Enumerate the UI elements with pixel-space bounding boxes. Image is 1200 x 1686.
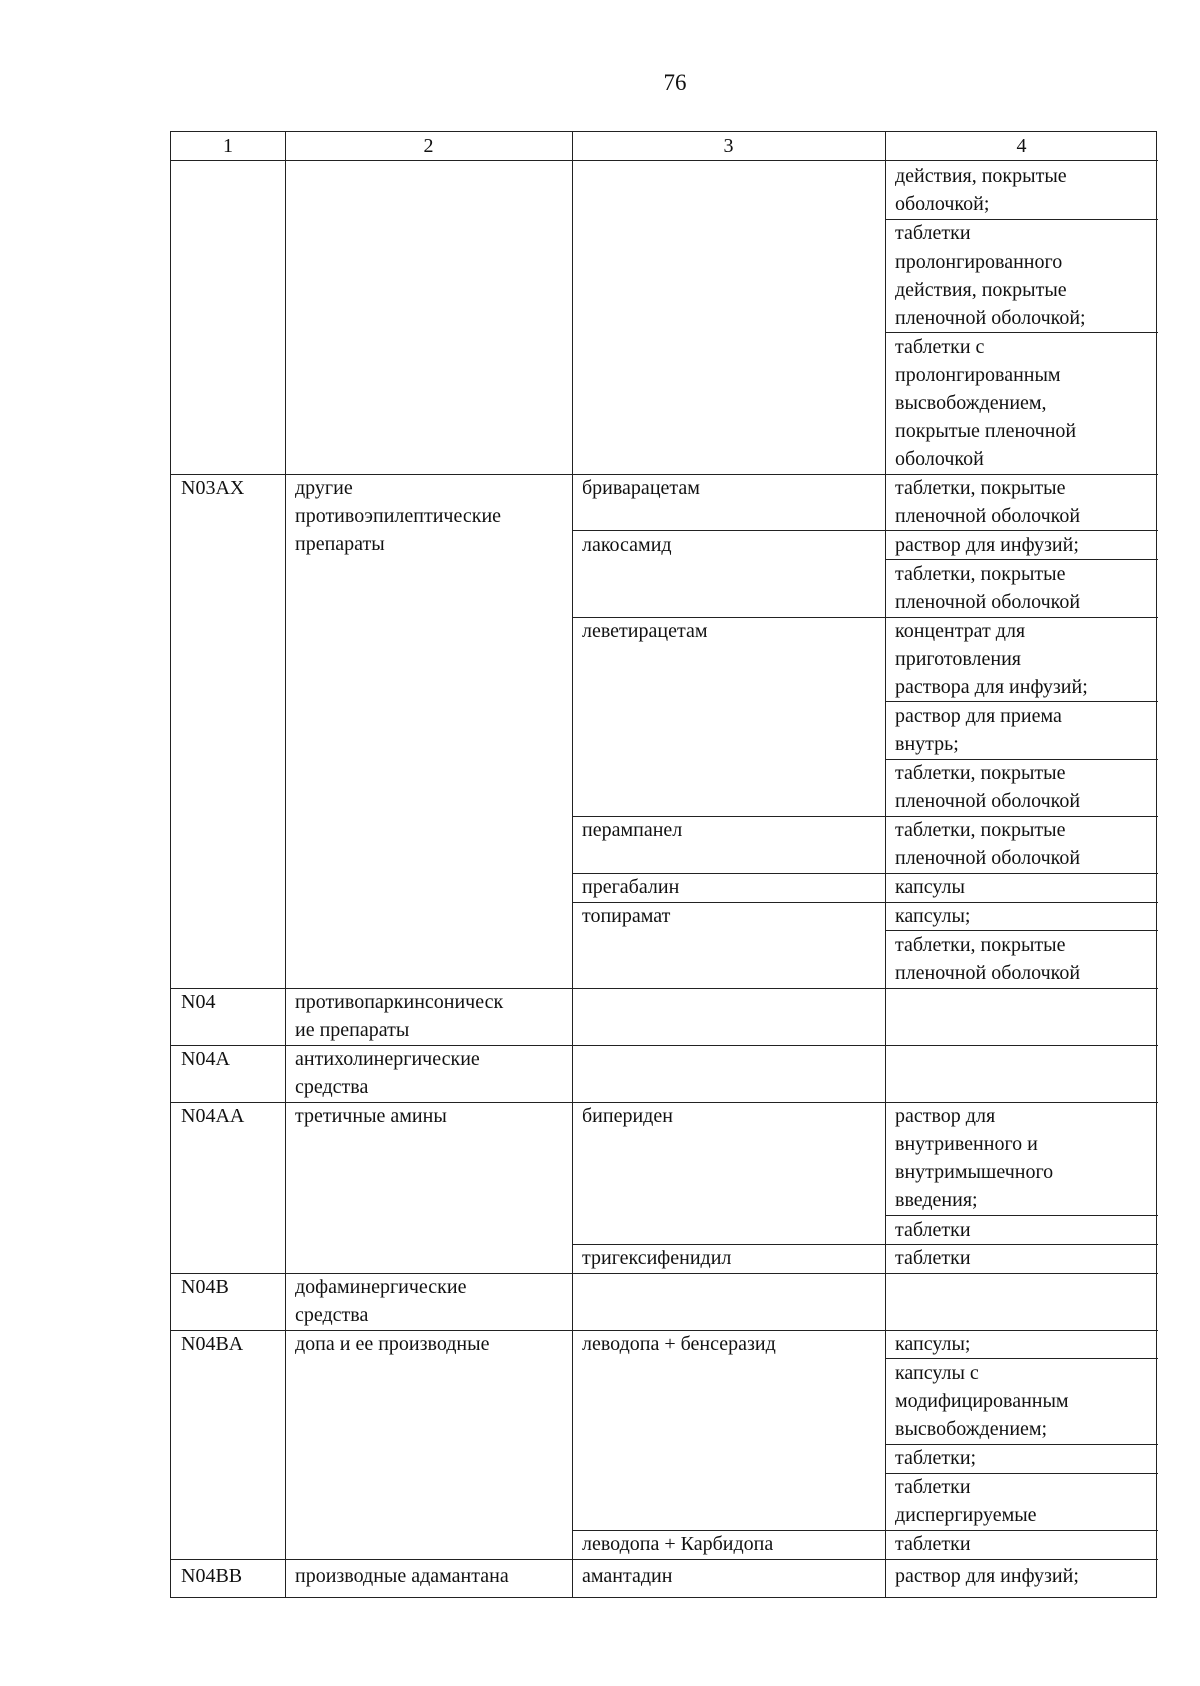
form-line: пленочной оболочкой: [895, 790, 1081, 812]
form-line: таблетки: [895, 1476, 971, 1498]
atc-code: N04: [181, 991, 216, 1013]
atc-code: N04BB: [181, 1565, 243, 1587]
form-line: таблетки: [895, 1533, 971, 1555]
header-cell-4: 4: [1016, 135, 1027, 157]
form-line: пленочной оболочкой: [895, 962, 1081, 984]
group-line: антихолинергические: [295, 1048, 480, 1070]
form-line: таблетки, покрытые: [895, 477, 1066, 499]
header-cell-3: 3: [723, 135, 734, 157]
medication-table: [170, 131, 1157, 1598]
header-cell-1: 1: [223, 135, 233, 157]
form-line: высвобождением,: [895, 392, 1047, 414]
form-line: пролонгированного: [895, 251, 1063, 273]
group-name: третичные амины: [295, 1105, 447, 1127]
form-line: таблетки;: [895, 1447, 977, 1469]
form-line: капсулы;: [895, 1333, 971, 1355]
group-line: дофаминергические: [295, 1276, 467, 1298]
drug-name: лакосамид: [582, 534, 672, 556]
form-line: оболочкой;: [895, 193, 990, 215]
column-divider: [285, 132, 286, 1597]
form-line: оболочкой: [895, 448, 984, 470]
group-name: допа и ее производные: [295, 1333, 490, 1355]
drug-name: прегабалин: [582, 876, 680, 898]
form-line: таблетки, покрытые: [895, 934, 1066, 956]
form-line: раствор для приема: [895, 705, 1062, 727]
atc-code: N03AX: [181, 477, 245, 499]
group-line: ие препараты: [295, 1019, 410, 1041]
group-line: препараты: [295, 533, 385, 555]
form-line: раствор для: [895, 1105, 996, 1127]
drug-name: топирамат: [582, 905, 671, 927]
column-divider: [885, 132, 886, 1597]
form-line: концентрат для: [895, 620, 1026, 642]
form-line: таблетки: [895, 222, 971, 244]
drug-name: амантадин: [582, 1565, 673, 1587]
form-line: внутрь;: [895, 733, 959, 755]
atc-code: N04B: [181, 1276, 229, 1298]
form-line: таблетки с: [895, 336, 985, 358]
row-divider: [171, 1559, 1158, 1560]
form-line: пленочной оболочкой;: [895, 307, 1086, 329]
group-line: противоэпилептические: [295, 505, 502, 527]
form-line: капсулы;: [895, 905, 971, 927]
form-line: покрытые пленочной: [895, 420, 1077, 442]
form-line: раствор для инфузий;: [895, 534, 1079, 556]
form-line: капсулы с: [895, 1362, 979, 1384]
form-line: высвобождением;: [895, 1418, 1048, 1440]
form-line: таблетки, покрытые: [895, 563, 1066, 585]
group-name: производные адамантана: [295, 1565, 509, 1587]
drug-name: бипериден: [582, 1105, 673, 1127]
drug-name: перампанел: [582, 819, 683, 841]
form-line: пленочной оболочкой: [895, 847, 1081, 869]
drug-name: леветирацетам: [582, 620, 708, 642]
form-line: таблетки: [895, 1219, 971, 1241]
form-line: таблетки: [895, 1247, 971, 1269]
form-line: внутривенного и: [895, 1133, 1038, 1155]
group-line: средства: [295, 1304, 369, 1326]
group-line: противопаркинсоническ: [295, 991, 504, 1013]
form-line: приготовления: [895, 648, 1021, 670]
atc-code: N04BA: [181, 1333, 244, 1355]
form-line: капсулы: [895, 876, 965, 898]
column-divider: [572, 132, 573, 1597]
page-number: 76: [663, 70, 687, 95]
form-line: раствор для инфузий;: [895, 1565, 1079, 1587]
drug-name: тригексифенидил: [582, 1247, 732, 1269]
group-line: другие: [295, 477, 353, 499]
form-line: внутримышечного: [895, 1161, 1054, 1183]
drug-name: бриварацетам: [582, 477, 700, 499]
form-line: введения;: [895, 1189, 978, 1211]
atc-code: N04A: [181, 1048, 230, 1070]
atc-code: N04AA: [181, 1105, 245, 1127]
form-line: модифицированным: [895, 1390, 1069, 1412]
form-line: действия, покрытые: [895, 165, 1067, 187]
form-line: раствора для инфузий;: [895, 676, 1088, 698]
form-line: пролонгированным: [895, 364, 1061, 386]
header-divider: [171, 160, 1158, 161]
form-line: пленочной оболочкой: [895, 591, 1081, 613]
form-line: пленочной оболочкой: [895, 505, 1081, 527]
header-cell-2: 2: [423, 135, 434, 157]
form-line: таблетки, покрытые: [895, 762, 1066, 784]
form-line: диспергируемые: [895, 1504, 1037, 1526]
form-line: действия, покрытые: [895, 279, 1067, 301]
group-line: средства: [295, 1076, 369, 1098]
drug-name: леводопа + Карбидопа: [582, 1533, 774, 1555]
drug-name: леводопа + бенсеразид: [582, 1333, 776, 1355]
form-line: таблетки, покрытые: [895, 819, 1066, 841]
